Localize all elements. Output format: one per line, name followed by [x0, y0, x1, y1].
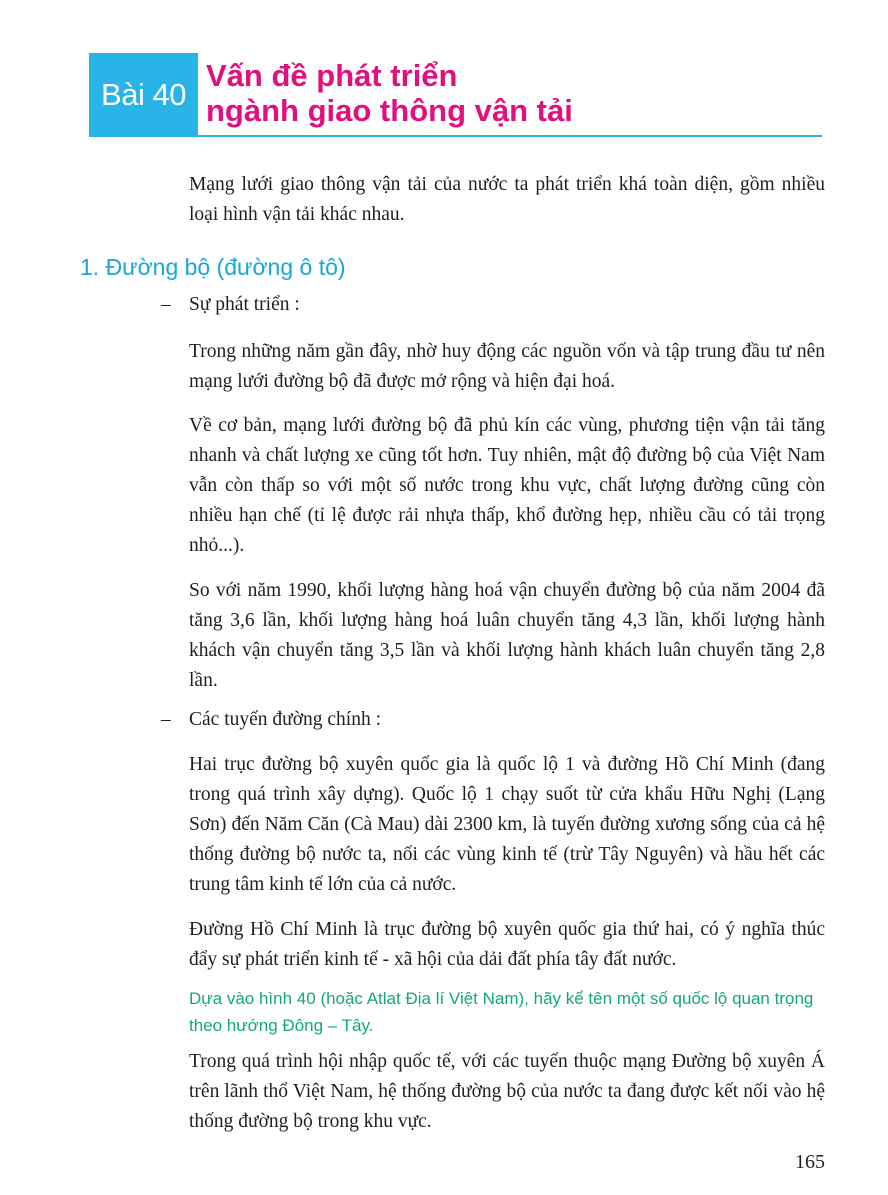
- bullet-label: Các tuyến đường chính :: [189, 709, 382, 730]
- paragraph-investment: Trong những năm gần đây, nhờ huy động các nguồn vốn và tập trung đầu tư nên mạng lưới đường bộ đã được mở rộng và hiện đại hoá.: [189, 341, 825, 392]
- bullet-main-routes: [161, 705, 381, 735]
- bullet-label: Sự phát triển :: [189, 294, 300, 315]
- bullet-development: [161, 290, 300, 320]
- bullet-dash: –: [161, 709, 171, 730]
- section-heading-road: 1. Đường bộ (đường ô tô): [80, 254, 346, 280]
- lesson-badge: Bài 40: [89, 53, 198, 137]
- lesson-title-line-2: ngành giao thông vận tải: [206, 93, 573, 128]
- lesson-title-line-1: Vấn đề phát triển: [206, 58, 458, 93]
- paragraph-asian-highway: Trong quá trình hội nhập quốc tế, với các tuyến thuộc mạng Đường bộ xuyên Á trên lãnh thổ Việt Nam, hệ thống đường bộ của nước ta đang được kết nối vào hệ thống đường bộ trong khu vực.: [189, 1051, 825, 1132]
- intro-paragraph: Mạng lưới giao thông vận tải của nước ta phát triển khá toàn diện, gồm nhiều loại hình vận tải khác nhau.: [189, 174, 825, 225]
- bullet-dash: –: [161, 294, 171, 315]
- paragraph-national-highway-1: Hai trục đường bộ xuyên quốc gia là quốc lộ 1 và đường Hồ Chí Minh (đang trong quá trình xây dựng). Quốc lộ 1 chạy suốt từ cửa khẩu Hữu Nghị (Lạng Sơn) đến Năm Căn (Cà Mau) dài 2300 km, là tuyến đường xương sống của cả hệ thống đường bộ nước ta, nối các vùng kinh tế (trừ Tây Nguyên) và hầu hết các trung tâm kinh tế lớn của cả nước.: [189, 754, 825, 895]
- paragraph-volume-growth: So với năm 1990, khối lượng hàng hoá vận chuyển đường bộ của năm 2004 đã tăng 3,6 lần, khối lượng hàng hoá luân chuyển tăng 4,3 lần, khối lượng hành khách vận chuyển tăng 3,5 lần và khối lượng hành khách luân chuyển tăng 2,8 lần.: [189, 580, 825, 691]
- page-number: 165: [795, 1151, 825, 1173]
- paragraph-network-coverage: Về cơ bản, mạng lưới đường bộ đã phủ kín các vùng, phương tiện vận tải tăng nhanh và chất lượng xe cũng tốt hơn. Tuy nhiên, mật độ đường bộ của Việt Nam vẫn còn thấp so với một số nước trong khu vực, chất lượng đường cũng còn nhiều hạn chế (tỉ lệ được rải nhựa thấp, khổ đường hẹp, nhiều cầu có tải trọng nhỏ...).: [189, 415, 825, 556]
- title-underline: [198, 135, 822, 137]
- question-prompt: Dựa vào hình 40 (hoặc Atlat Địa lí Việt Nam), hãy kể tên một số quốc lộ quan trọng theo hướng Đông – Tây.: [189, 989, 814, 1035]
- paragraph-ho-chi-minh-road: Đường Hồ Chí Minh là trục đường bộ xuyên quốc gia thứ hai, có ý nghĩa thúc đẩy sự phát triển kinh tế - xã hội của dải đất phía tây đất nước.: [189, 919, 825, 970]
- lesson-title: [206, 58, 573, 128]
